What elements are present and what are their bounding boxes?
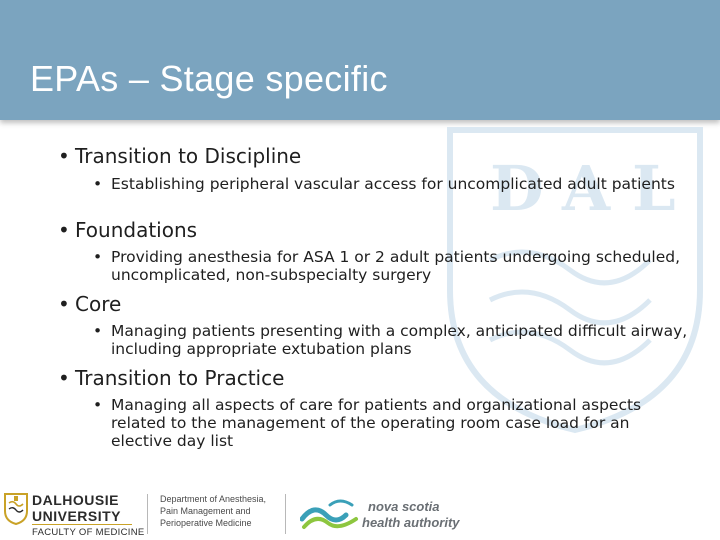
gold-divider (32, 524, 132, 525)
bullet-marker: • (58, 144, 70, 168)
university-name (32, 492, 121, 524)
stage-detail-text: Managing all aspects of care for patients and organizational aspects related to the management of the operating room case load for an elective day list (111, 396, 642, 450)
stage-label: Transition to Practice (75, 366, 285, 390)
stage-label: Foundations (75, 218, 198, 242)
nsha-line2: health authority (362, 515, 460, 530)
faculty-name: FACULTY OF MEDICINE (32, 527, 145, 538)
footer-divider (147, 494, 148, 534)
department-line1: Department of Anesthesia, (160, 494, 267, 504)
sub-bullet-marker: • (93, 322, 103, 340)
bullet-marker: • (58, 218, 70, 242)
university-line1: DALHOUSIE (32, 492, 119, 508)
svg-text:A: A (562, 152, 611, 225)
stage-detail-text: Establishing peripheral vascular access for uncomplicated adult patients (111, 175, 675, 193)
dalhousie-crest-icon (4, 493, 28, 525)
bullet-marker: • (58, 292, 70, 316)
nsha-wave-logo-icon (300, 497, 360, 533)
footer-divider (285, 494, 286, 534)
bullet-marker: • (58, 366, 70, 390)
sub-bullet-marker: • (93, 175, 103, 193)
department-name (160, 493, 266, 529)
university-line2: UNIVERSITY (32, 508, 122, 524)
stage-detail-text: Providing anesthesia for ASA 1 or 2 adult patients undergoing scheduled, uncomplicated, non-subspecialty surgery (111, 248, 681, 284)
stage-label: Transition to Discipline (75, 144, 302, 168)
svg-text:D: D (490, 152, 544, 225)
sub-bullet-marker: • (93, 396, 103, 414)
stage-detail-text: Managing patients presenting with a complex, anticipated difficult airway, including appropriate extubation plans (111, 322, 688, 358)
svg-text:L: L (632, 152, 676, 225)
department-line2: Pain Management and (160, 506, 251, 516)
nsha-line1: nova scotia (368, 499, 440, 514)
nsha-name (362, 500, 460, 529)
sub-bullet-marker: • (93, 248, 103, 266)
stage-label: Core (75, 292, 122, 316)
slide-title: EPAs – Stage specific (30, 58, 388, 99)
department-line3: Perioperative Medicine (160, 518, 252, 528)
